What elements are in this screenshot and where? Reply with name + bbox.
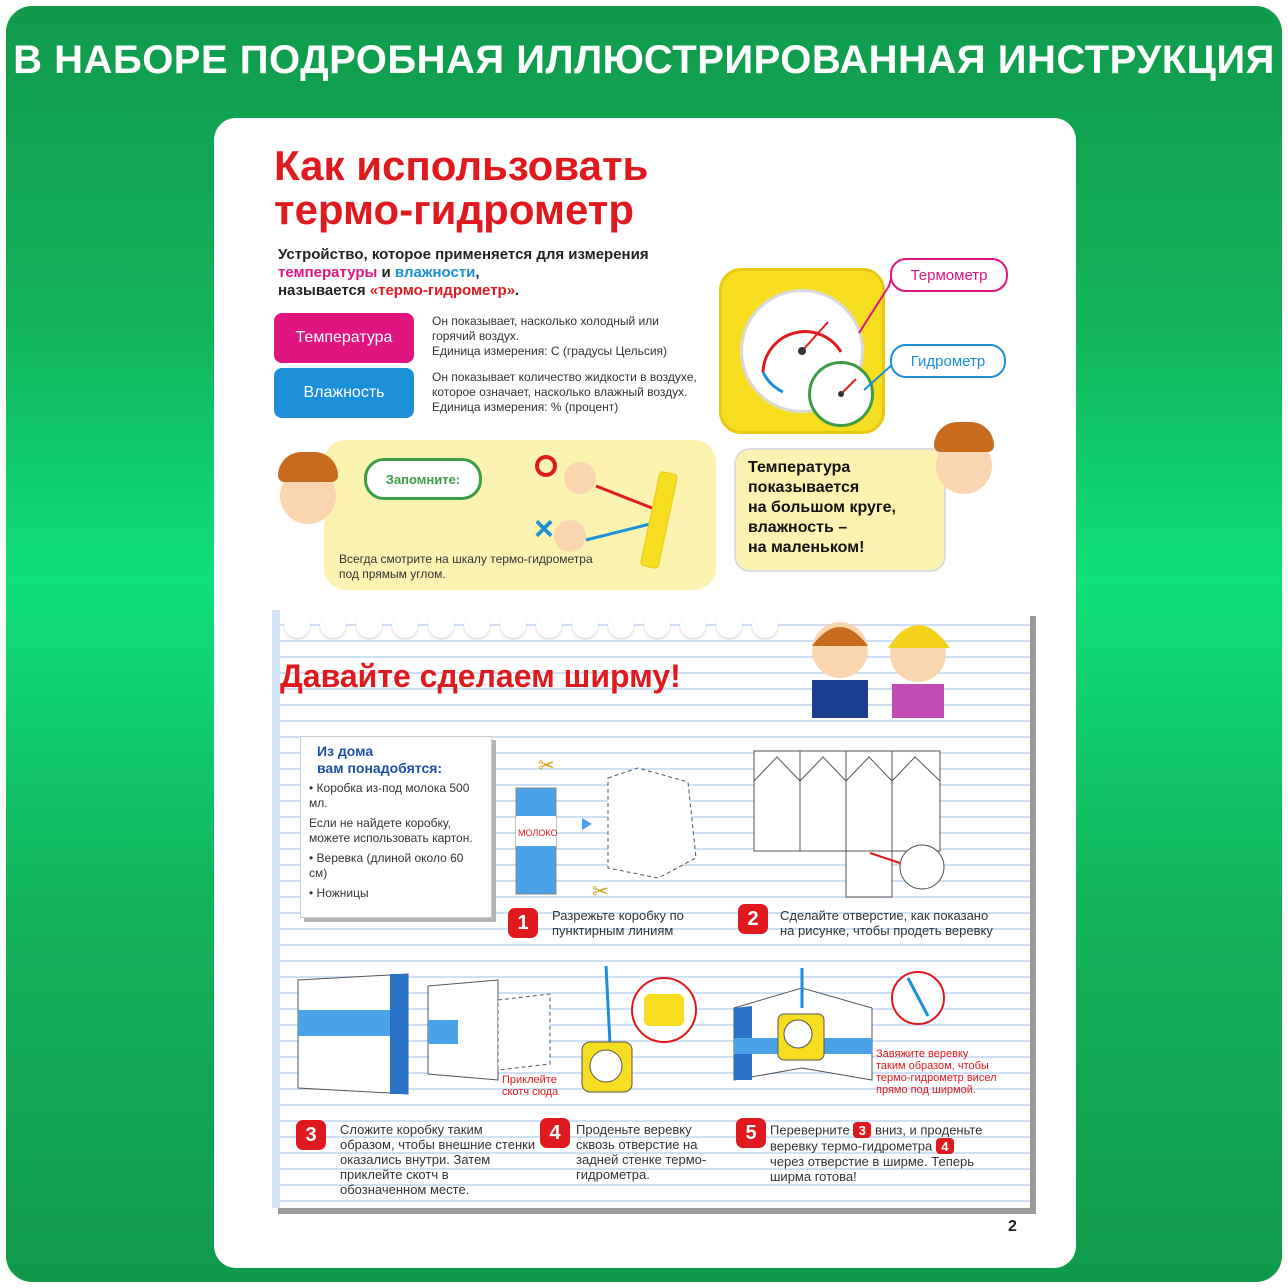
hum-word: влажности (394, 264, 476, 281)
device-name: «термо-гидрометр» (369, 282, 516, 299)
title-line-2: термо-гидрометр (274, 186, 635, 233)
speech-bubble (734, 448, 946, 572)
temp-word: температуры (278, 264, 378, 281)
step3-text: Сложите коробку таким образом, чтобы внешние стенки оказались внутри. Затем приклейте скотч в обозначенном месте. (340, 1122, 536, 1197)
step5-number: 5 (736, 1118, 766, 1148)
bubble-line-1: Температура (748, 459, 851, 476)
step5-text-c: через отверстие в ширме. Теперь ширма готова! (770, 1154, 974, 1184)
hygrometer-callout: Гидрометр (890, 344, 1006, 378)
instruction-page (214, 118, 1076, 1268)
tape-note: Приклейте скотч сюда (502, 1074, 559, 1098)
material-carton: • Коробка из-под молока 500 мл. (309, 781, 470, 810)
banner-title: В НАБОРЕ ПОДРОБНАЯ ИЛЛЮСТРИРОВАННАЯ ИНСТРУКЦИЯ (13, 38, 1275, 82)
remember-tag: Запомните: (364, 458, 482, 500)
step5-ref-3: 3 (853, 1122, 871, 1138)
step2-illustration (750, 743, 950, 903)
cheering-kids-illustration (790, 588, 990, 718)
step5-text-b: вниз, и проденьте веревку термо-гидрометра (770, 1122, 983, 1154)
scissors-icon: ✂ (538, 753, 555, 777)
wrong-mark-icon: × (534, 510, 554, 548)
correct-mark-icon (537, 457, 555, 475)
called-word: называется (278, 282, 366, 299)
dot: . (515, 282, 520, 299)
bubble-line-4: влажность – (748, 519, 848, 536)
title-line-1: Как использовать (274, 142, 649, 189)
thermometer-callout: Термометр (890, 258, 1008, 292)
material-carton-note: Если не найдете коробку, можете использовать картон. (309, 816, 473, 845)
step1-text: Разрежьте коробку по пунктирным линиям (552, 908, 684, 938)
step4-text: Проденьте веревку сквозь отверстие на задней стенке термо-гидрометра. (576, 1122, 707, 1182)
and-word: и (381, 264, 391, 281)
temperature-desc-1: Он показывает, насколько холодный или горячий воздух. (432, 314, 659, 343)
humidity-desc-1: Он показывает количество жидкости в воздухе, которое означает, насколько влажный воздух. (432, 370, 697, 399)
materials-title (317, 743, 483, 777)
step4-illustration (578, 964, 698, 1114)
step4-number: 4 (540, 1118, 570, 1148)
step1-number: 1 (508, 908, 538, 938)
step2-text: Сделайте отверстие, как показано на рисунке, чтобы продеть веревку (780, 908, 993, 938)
bubble-line-5: на маленьком! (748, 539, 865, 556)
step5-text (770, 1122, 990, 1184)
comma: , (475, 264, 480, 281)
step5-ref-4: 4 (936, 1138, 954, 1154)
temperature-pill: Температура (274, 313, 414, 363)
page-number: 2 (1008, 1218, 1017, 1235)
bubble-line-2: показывается (748, 479, 860, 496)
temperature-desc-2: Единица измерения: С (градусы Цельсия) (432, 344, 668, 358)
material-string: • Веревка (длиной около 60 см) (309, 851, 464, 880)
remember-text: Всегда смотрите на шкалу термо-гидрометра под прямым углом. (339, 552, 593, 581)
step1-illustration (508, 753, 718, 908)
carton-label: МОЛОКО (518, 828, 558, 838)
viewing-angle-illustration (530, 448, 730, 588)
bubble-line-3: на большом круге, (748, 499, 896, 516)
boy-hair-right (934, 422, 994, 452)
humidity-desc-2: Единица измерения: % (процент) (432, 400, 619, 414)
boy-hair-left (278, 452, 338, 482)
step2-number: 2 (738, 904, 768, 934)
materials-title-1: Из дома (317, 743, 374, 759)
materials-title-2: вам понадобятся: (317, 760, 443, 776)
materials-box (300, 736, 492, 918)
screen-title: Давайте сделаем ширму! (280, 658, 681, 694)
intro-line-1: Устройство, которое применяется для измерения (278, 246, 649, 263)
scissors-icon-2: ✂ (592, 879, 609, 903)
material-scissors: • Ножницы (309, 886, 369, 900)
tie-note: Завяжите веревку таким образом, чтобы термо-гидрометр висел прямо под ширмой. (876, 1048, 997, 1096)
step5-text-a: Переверните (770, 1122, 850, 1138)
humidity-pill: Влажность (274, 368, 414, 418)
step3-number: 3 (296, 1120, 326, 1150)
